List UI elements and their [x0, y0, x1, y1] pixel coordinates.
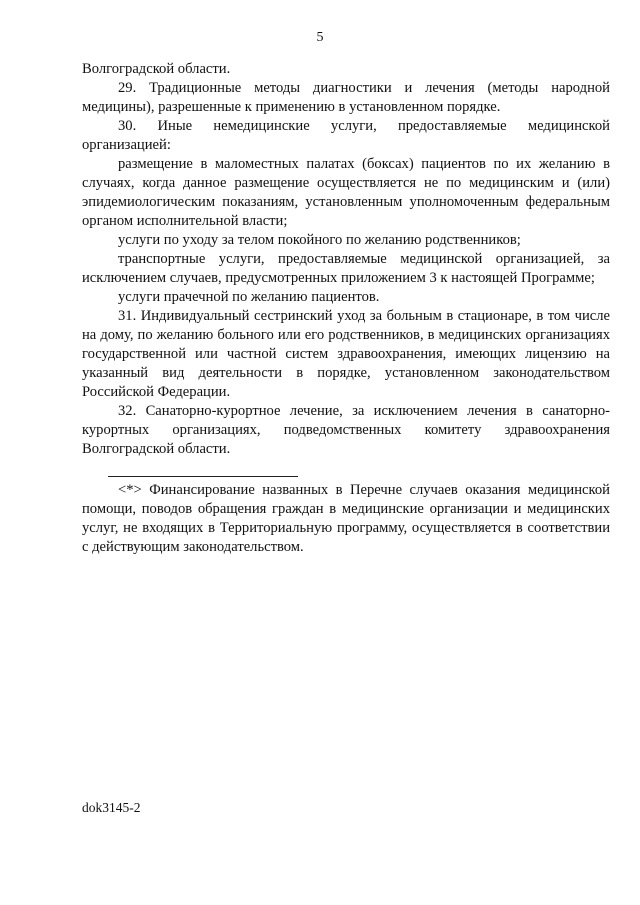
document-code: dok3145-2: [82, 800, 141, 815]
footnote: <*> Финансирование названных в Перечне случаев оказания медицинской помощи, поводов обращения граждан в медицинские организации и медицинских услуг, не входящих в Территориальную программу, осуществляется в соответствии с действующим законодательством.: [82, 482, 610, 555]
footnote-divider: [108, 476, 298, 477]
paragraph-subitem-small-wards: размещение в маломестных палатах (боксах) пациентов по их желанию в случаях, когда данное размещение осуществляется не по медицинским и (или) эпидемиологическим показаниям, установленным уполномоченным федеральным органом исполнительной власти;: [82, 156, 610, 229]
paragraph-region-name: Волгоградской области.: [82, 61, 231, 77]
body-text: [82, 60, 610, 459]
paragraph-item-32: 32. Санаторно-курортное лечение, за исключением лечения в санаторно-курортных организациях, подведомственных комитету здравоохранения Волгоградской области.: [82, 403, 610, 457]
paragraph-item-29: 29. Традиционные методы диагностики и лечения (методы народной медицины), разрешенные к применению в установленном порядке.: [82, 80, 610, 115]
paragraph-item-31: 31. Индивидуальный сестринский уход за больным в стационаре, в том числе на дому, по желанию больного или его родственников, в медицинских организациях государственной или частной систем здравоохранения, имеющих лицензию на указанный вид деятельности в порядке, установленном законодательством Российской Федерации.: [82, 308, 610, 400]
paragraph-item-30: 30. Иные немедицинские услуги, предоставляемые медицинской организацией:: [82, 118, 610, 153]
paragraph-subitem-laundry: услуги прачечной по желанию пациентов.: [118, 289, 380, 305]
page-number: 5: [316, 30, 324, 45]
paragraph-subitem-body-care: услуги по уходу за телом покойного по желанию родственников;: [118, 232, 521, 248]
paragraph-subitem-transport: транспортные услуги, предоставляемые медицинской организацией, за исключением случаев, предусмотренных приложением 3 к настоящей Программе;: [82, 251, 610, 286]
